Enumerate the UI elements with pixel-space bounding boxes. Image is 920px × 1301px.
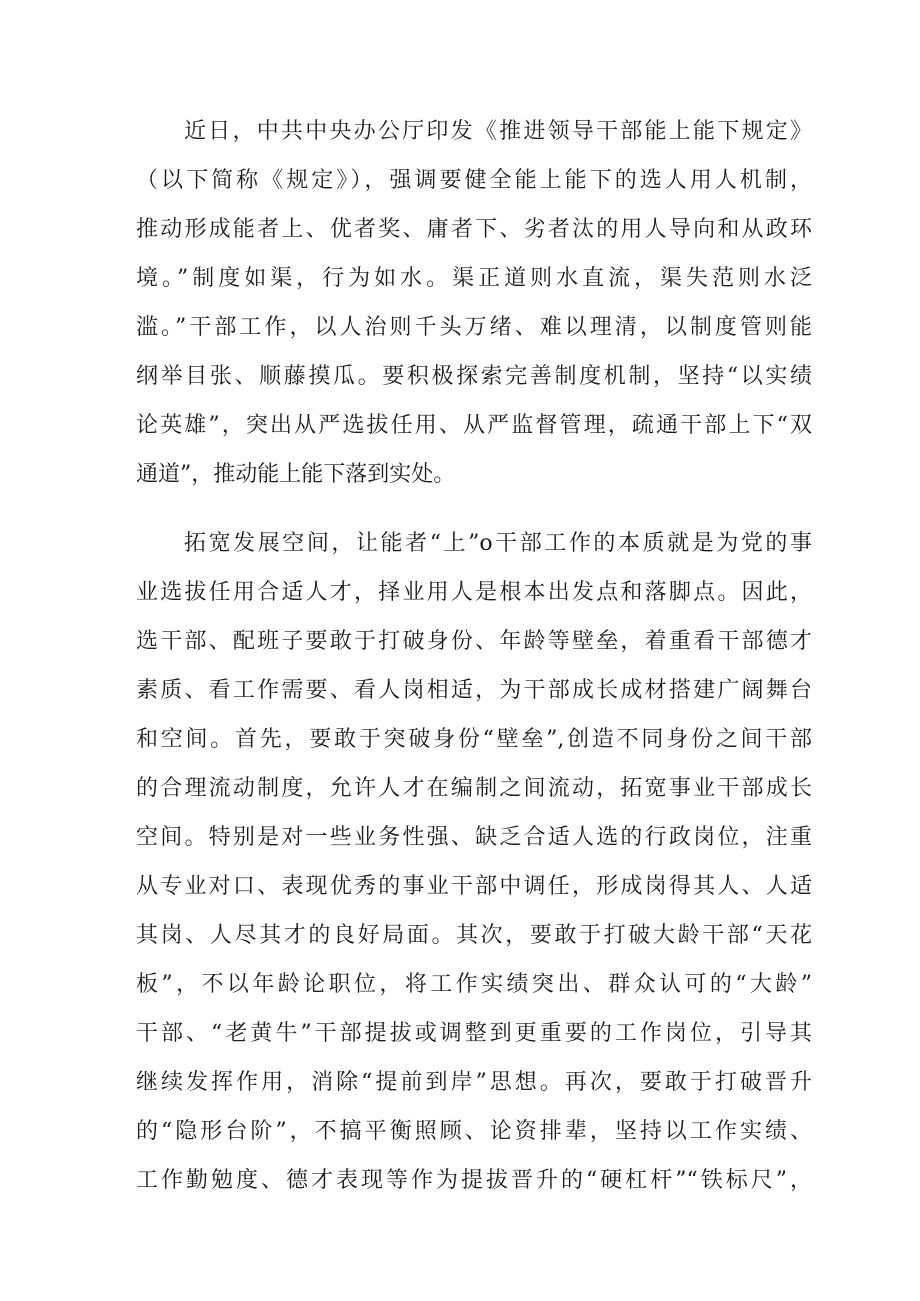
paragraph-2-line: 和空间。首先，要敢于突破身份“壁垒”,创造不同身份之间干部 — [136, 727, 812, 752]
paragraph-2-line: 的“隐形台阶”，不搞平衡照顾、论资排辈，坚持以工作实绩、 — [136, 1119, 812, 1144]
paragraph-2-line: 工作勤勉度、德才表现等作为提拔晋升的“硬杠杆”“铁标尺”， — [136, 1168, 812, 1193]
paragraph-1-line: 滥。”干部工作，以人治则千头万绪、难以理清，以制度管则能 — [136, 315, 812, 340]
paragraph-1-line: 境。”制度如渠，行为如水。渠正道则水直流，渠失范则水泛 — [136, 266, 812, 291]
paragraph-2-line: 素质、看工作需要、看人岗相适，为干部成长成材搭建广阔舞台 — [136, 678, 812, 703]
paragraph-2-line: 从专业对口、表现优秀的事业干部中调任，形成岗得其人、人适 — [136, 874, 812, 899]
paragraph-2-line: 的合理流动制度，允许人才在编制之间流动，拓宽事业干部成长 — [136, 776, 812, 801]
paragraph-1-line: 纲举目张、顺藤摸瓜。要积极探索完善制度机制，坚持“以实绩 — [136, 364, 812, 389]
paragraph-1-line: （以下简称《规定》），强调要健全能上能下的选人用人机制， — [136, 168, 812, 193]
paragraph-1-line: 通道”，推动能上能下落到实处。 — [136, 462, 456, 487]
paragraph-1-line: 推动形成能者上、优者奖、庸者下、劣者汰的用人导向和从政环 — [136, 217, 812, 242]
paragraph-2-line: 空间。特别是对一些业务性强、缺乏合适人选的行政岗位，注重 — [136, 825, 812, 850]
paragraph-1-line: 论英雄”，突出从严选拔任用、从严监督管理，疏通干部上下“双 — [136, 413, 812, 438]
paragraph-1-line: 近日，中共中央办公厅印发《推进领导干部能上能下规定》 — [184, 119, 812, 144]
paragraph-2-line: 板”，不以年龄论职位，将工作实绩突出、群众认可的“大龄” — [136, 972, 812, 997]
paragraph-2-line: 其岗、人尽其才的良好局面。其次，要敢于打破大龄干部“天花 — [136, 923, 812, 948]
paragraph-2-line: 继续发挥作用，消除“提前到岸”思想。再次，要敢于打破晋升 — [136, 1070, 812, 1095]
paragraph-2-line: 选干部、配班子要敢于打破身份、年龄等壁垒，着重看干部德才 — [136, 629, 812, 654]
paragraph-2-line: 干部、“老黄牛”干部提拔或调整到更重要的工作岗位，引导其 — [136, 1021, 812, 1046]
paragraph-2-line: 业选拔任用合适人才，择业用人是根本出发点和落脚点。因此， — [136, 580, 812, 605]
paragraph-2-line: 拓宽发展空间，让能者“上”o干部工作的本质就是为党的事 — [184, 531, 812, 556]
